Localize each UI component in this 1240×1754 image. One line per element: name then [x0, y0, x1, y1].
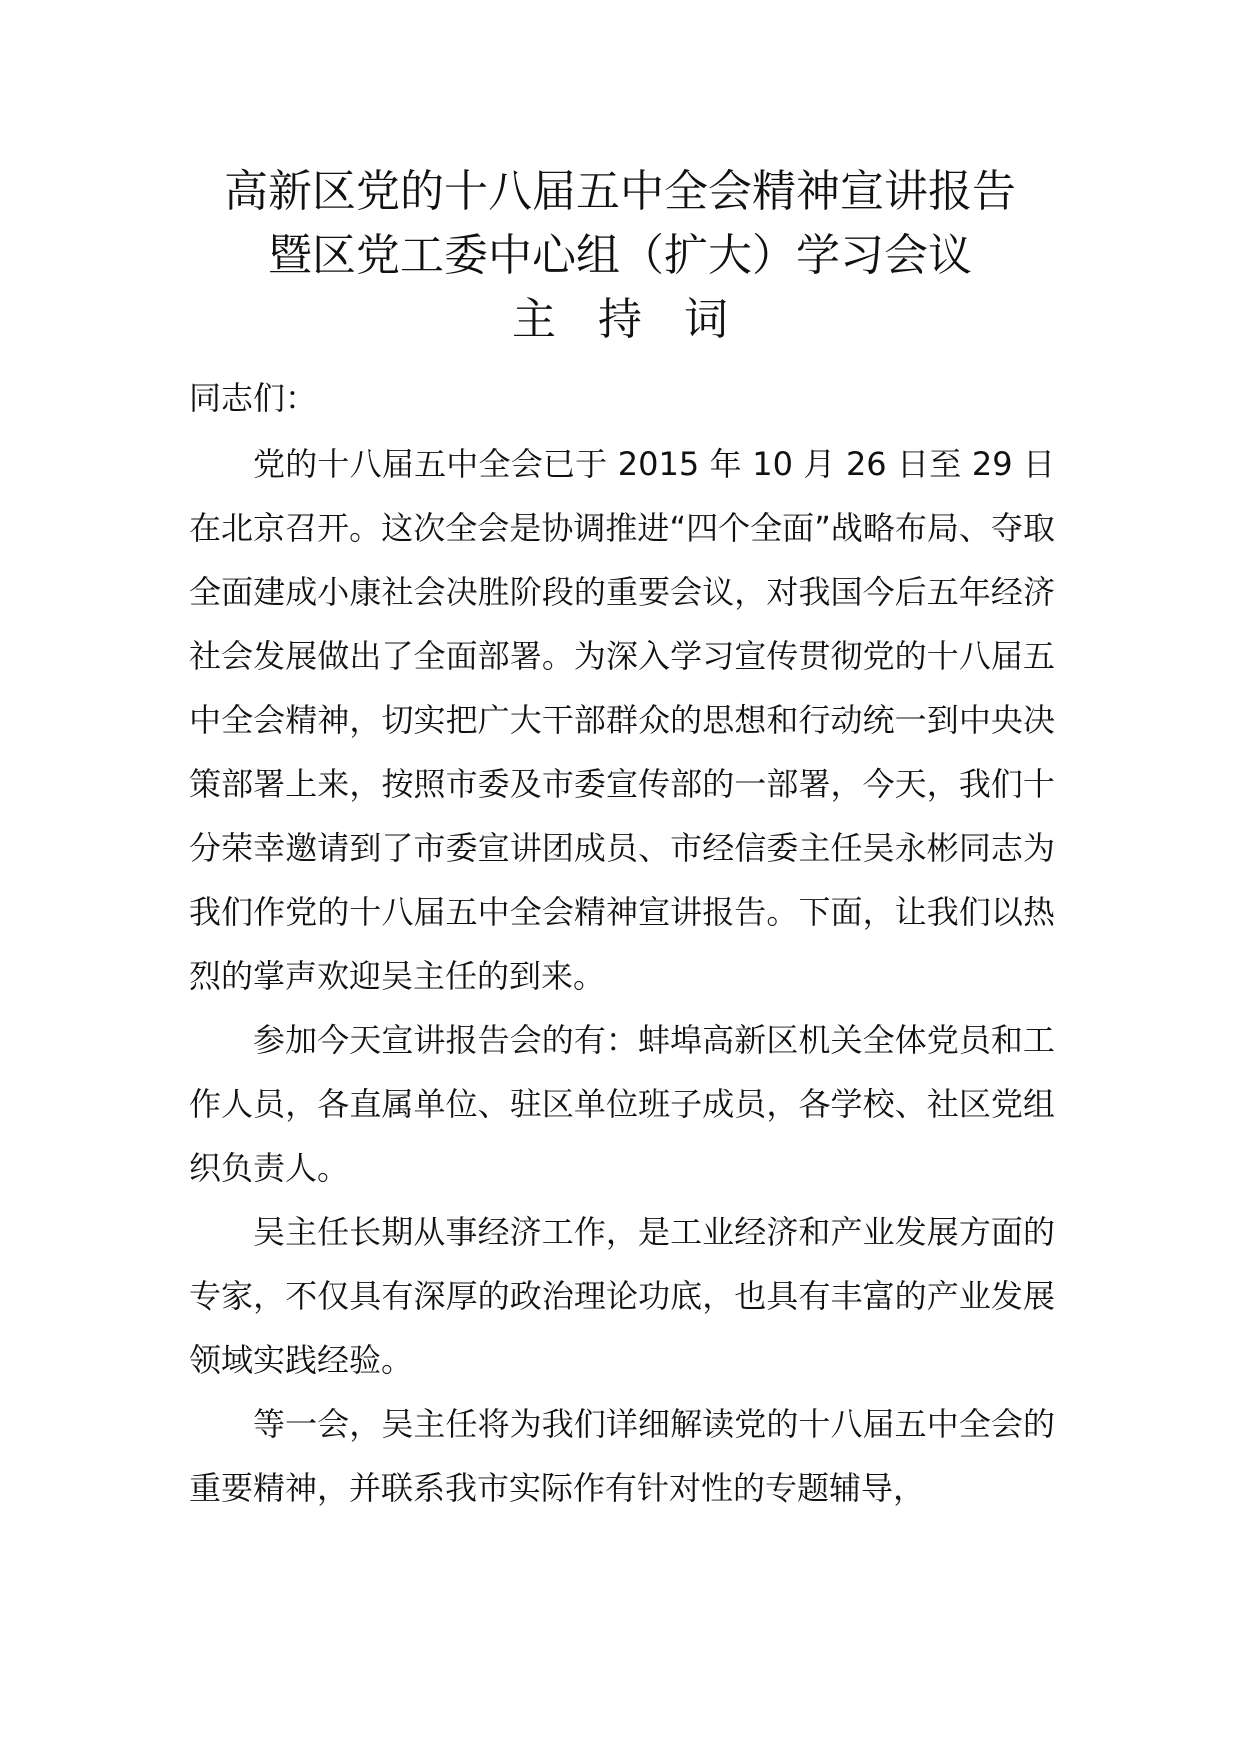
- salutation: 同志们：: [189, 379, 318, 417]
- title-line-1: 高新区党的十八届五中全会精神宣讲报告: [224, 166, 1016, 217]
- paragraph-1: 党的十八届五中全会已于 2015 年 10 月 26 日至 29 日在北京召开。这次全会是协调推进“四个全面”战略布局、夺取全面建成小康社会决胜阶段的重要会议，对我国今后五年经济社会发展做出了全面部署。为深入学习宣传贯彻党的十八届五中全会精神，切实把广大干部群众的思想和行动统一到中央决策部署上来，按照市委及市委宣传部的一部署，今天，我们十分荣幸邀请到了市委宣讲团成员、市经信委主任吴永彬同志为我们作党的十八届五中全会精神宣讲报告。下面，让我们以热烈的掌声欢迎吴主任的到来。: [189, 445, 1055, 995]
- paragraph-3: 吴主任长期从事经济工作，是工业经济和产业发展方面的专家，不仅具有深厚的政治理论功底，也具有丰富的产业发展领域实践经验。: [189, 1213, 1055, 1379]
- document-title: [150, 160, 1090, 352]
- paragraph-4: 等一会，吴主任将为我们详细解读党的十八届五中全会的重要精神，并联系我市实际作有针对性的专题辅导，: [189, 1405, 1055, 1507]
- paragraph-2: 参加今天宣讲报告会的有：蚌埠高新区机关全体党员和工作人员，各直属单位、驻区单位班子成员，各学校、社区党组织负责人。: [189, 1021, 1055, 1187]
- title-line-2: 暨区党工委中心组（扩大）学习会议: [268, 230, 972, 281]
- document-body: [189, 366, 1055, 1520]
- title-line-3: 主 持 词: [512, 294, 742, 345]
